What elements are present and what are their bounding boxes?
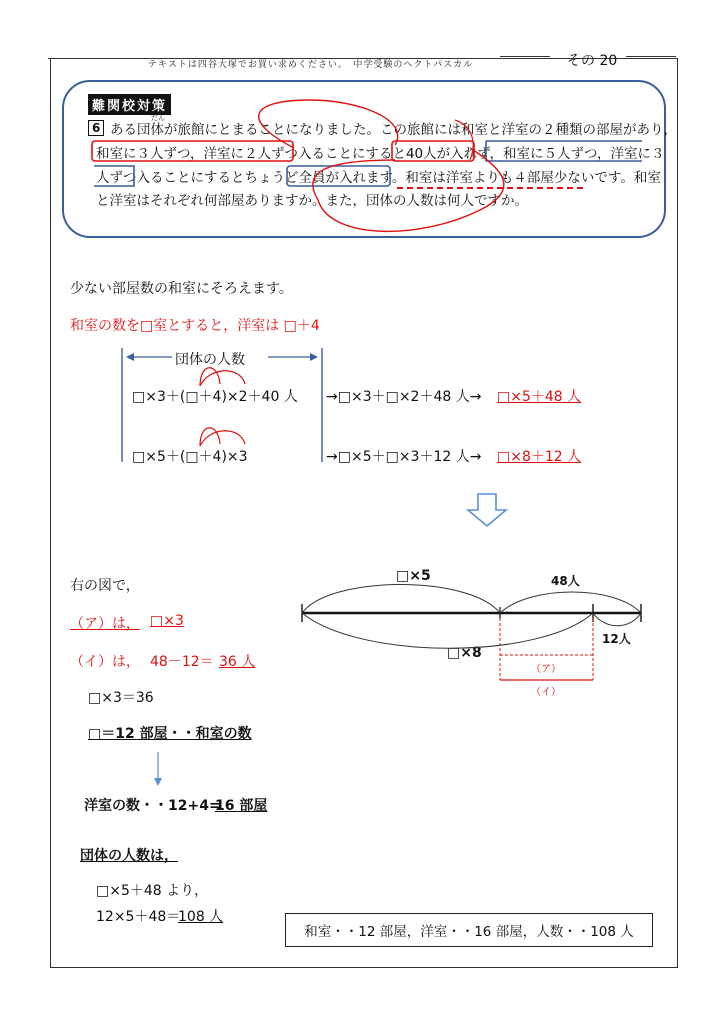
highlight-box-3 xyxy=(486,141,642,161)
i-label: （イ）は， xyxy=(70,654,140,670)
expression-1-left: □×3＋(□＋4)×2＋40 人 xyxy=(132,389,298,405)
problem-line-2: 和室に３人ずつ，洋室に２人ずつ入ることにすると40人が入れず，和室に５人ずつ，洋室に３ xyxy=(96,146,665,162)
diagram-arc-bottom-left xyxy=(302,613,593,648)
western-count-result: 16 部屋 xyxy=(215,798,268,814)
people-line-1: □×5＋48 より， xyxy=(96,883,209,899)
a-value: □×3 xyxy=(150,613,184,629)
diagram-arc-bottom-right xyxy=(593,613,641,626)
expression-1-result: □×5＋48 人 xyxy=(497,389,582,405)
expression-2-left: □×5＋(□＋4)×3 xyxy=(132,449,248,465)
down-arrow-icon xyxy=(468,494,506,526)
expression-1-middle: →□×3＋□×2＋48 人→ xyxy=(326,389,482,405)
distribute-loop-2b xyxy=(200,431,245,446)
highlight-box-2 xyxy=(392,141,474,161)
equation-2: □＝12 部屋・・和室の数 xyxy=(88,726,252,742)
ruby-text: だん xyxy=(151,114,165,122)
solution-setup: 和室の数を□室とすると，洋室は □＋4 xyxy=(70,318,320,334)
diagram-bottom-left-label: □×8 xyxy=(447,645,482,661)
diagram-a-mark: （ア） xyxy=(531,664,561,675)
i-value: 48－12＝ xyxy=(150,654,214,670)
diagram-arc-top-left xyxy=(302,585,500,614)
answer-text: 和室・・12 部屋，洋室・・16 部屋，人数・・108 人 xyxy=(304,924,634,940)
pen-curve-3 xyxy=(455,120,473,160)
a-label: （ア）は， xyxy=(70,616,140,632)
header-text: テキストは四谷大塚でお買い求めください。 中学受験のヘクトパスカル xyxy=(148,60,474,70)
group-arrowhead-right xyxy=(310,353,318,361)
people-heading: 団体の人数は， xyxy=(80,848,178,864)
problem-line-4: と洋室はそれぞれ何部屋ありますか。また，団体の人数は何人ですか。 xyxy=(96,193,528,209)
problem-number: 6 xyxy=(88,120,104,136)
highlight-box-4 xyxy=(94,166,134,186)
distribute-loop-2a xyxy=(200,428,220,446)
problem-line-1: ある団体が旅館にとまることになりました。この旅館には和室と洋室の２種類の部屋があり， xyxy=(110,122,677,138)
diagram-intro: 右の図で， xyxy=(70,578,140,594)
western-count-label: 洋室の数・・12+4= xyxy=(84,798,221,814)
equation-1: □×3＝36 xyxy=(88,690,154,706)
diagram-bottom-right-label: 12人 xyxy=(602,632,631,646)
page-number: その 20 xyxy=(567,53,618,69)
solution-intro: 少ない部屋数の和室にそろえます。 xyxy=(70,281,293,297)
expression-2-middle: →□×5＋□×3＋12 人→ xyxy=(326,449,482,465)
highlight-box-5 xyxy=(287,166,390,186)
distribute-loop-1a xyxy=(200,368,220,386)
problem-line-3: 人ずつ入ることにするとちょうど全員が入れます。和室は洋室よりも４部屋少ないです。和室 xyxy=(96,170,661,186)
distribute-loop-1b xyxy=(200,371,245,386)
difficulty-tag: 難関校対策 xyxy=(88,94,171,115)
group-size-label: 団体の人数 xyxy=(175,352,245,368)
diagram-arc-top-right xyxy=(500,592,641,613)
people-line-2: 12×5＋48＝ xyxy=(96,909,181,925)
i-result: 36 人 xyxy=(219,654,256,670)
diagram-i-mark: （イ） xyxy=(531,687,561,698)
highlight-box-1 xyxy=(92,141,293,161)
expression-2-result: □×8＋12 人 xyxy=(497,449,582,465)
people-result: 108 人 xyxy=(178,909,224,925)
solution-arrowhead xyxy=(154,778,162,786)
diagram-top-right-label: 48人 xyxy=(551,574,580,588)
group-arrowhead-left xyxy=(126,353,134,361)
diagram-top-left-label: □×5 xyxy=(396,568,431,584)
